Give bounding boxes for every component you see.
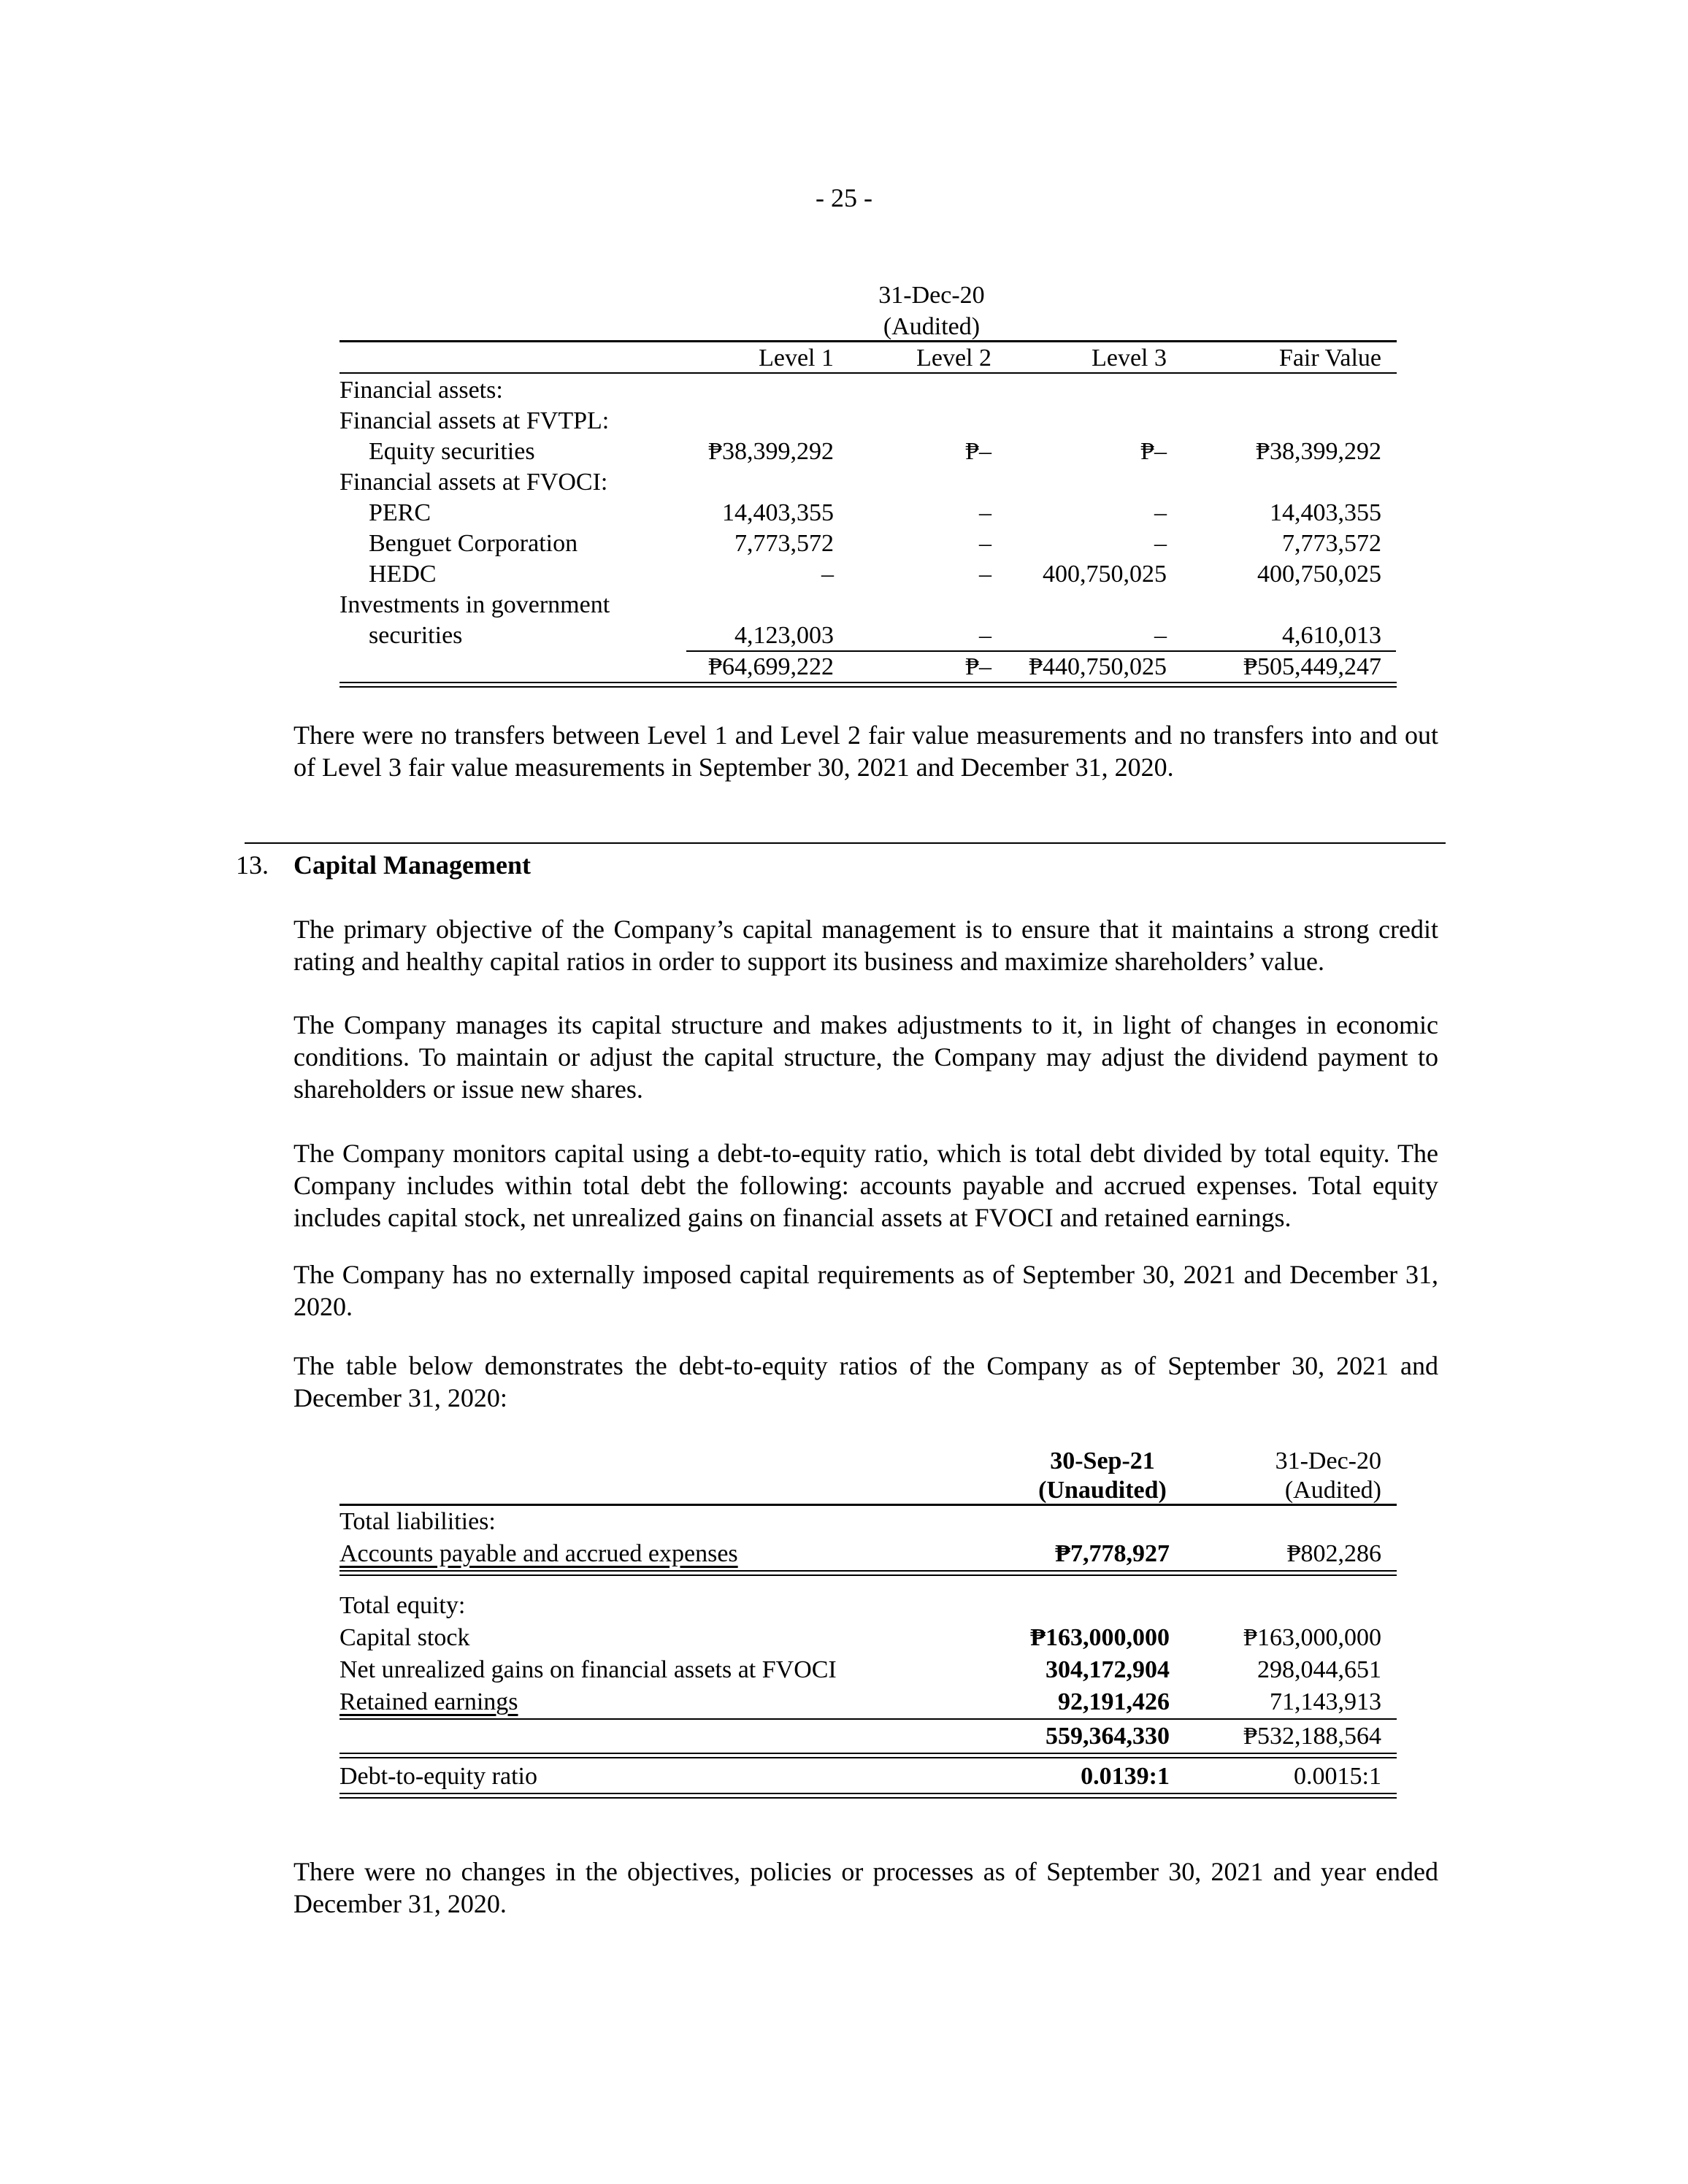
fv-row-value: 14,403,355: [1270, 499, 1381, 526]
fv-row-value: –: [979, 530, 991, 557]
fv-row-value: 7,773,572: [1282, 530, 1381, 557]
fv-row-value: 4,610,013: [1282, 622, 1381, 649]
fv-row-label: Investments in government: [339, 591, 610, 618]
fv-row-value: –: [979, 561, 991, 588]
retained-earnings-label: Retained earnings: [339, 1688, 518, 1715]
fv-row-value: –: [979, 499, 991, 526]
section-number: 13.: [236, 850, 269, 880]
ratio-col1-header: 30-Sep-21: [1050, 1447, 1155, 1474]
ap-label: Accounts payable and accrued expenses: [339, 1540, 738, 1567]
fv-row-label: HEDC: [369, 561, 437, 588]
table-period-note: (Audited): [883, 313, 981, 340]
col-header-fair-value: Fair Value: [1278, 345, 1381, 372]
ratio-col2-note: (Audited): [1284, 1477, 1381, 1504]
paragraph-table-intro: The table below demonstrates the debt-to-equity ratios of the Company as of September 30, 2021 and December 31, 2020:: [294, 1351, 1438, 1412]
ratio-double-rule-1: [339, 1793, 1397, 1794]
retained-earnings-dec20: 71,143,913: [1270, 1688, 1381, 1715]
total-level3: ₱440,750,025: [1029, 653, 1167, 680]
paragraph-monitoring: The Company monitors capital using a debt-to-equity ratio, which is total debt divided by total equity. The Company includes within total debt the following: accounts payable and accrued expenses. Total equity includes capital stock, net unrealized gains on financial assets at FVOCI and retained earnings.: [294, 1139, 1438, 1232]
fv-row-value: 400,750,025: [1257, 561, 1381, 588]
closing-note: There were no changes in the objectives, policies or processes as of September 30, 2021 and year ended December 31, 2020.: [294, 1857, 1438, 1918]
total-double-rule-1: [339, 682, 1397, 683]
table-period: 31-Dec-20: [878, 282, 985, 309]
fv-row-value: –: [979, 622, 991, 649]
fv-row-value: ₱38,399,292: [708, 438, 834, 465]
col-header-level1: Level 1: [759, 345, 834, 372]
fv-row-value: ₱–: [965, 438, 991, 465]
retained-earnings-sep21: 92,191,426: [1058, 1688, 1170, 1715]
capital-stock-label: Capital stock: [339, 1624, 470, 1651]
capital-stock-sep21: ₱163,000,000: [1030, 1624, 1170, 1651]
equity-subtotal-rule: [339, 1718, 1397, 1720]
total-fair-value: ₱505,449,247: [1243, 653, 1381, 680]
ratio-col1-note: (Unaudited): [1038, 1477, 1167, 1504]
fv-row-value: –: [1154, 622, 1167, 649]
paragraph-requirements: The Company has no externally imposed capital requirements as of September 30, 2021 and December 31, 2020.: [294, 1260, 1438, 1321]
header-bottom-rule: [339, 372, 1397, 374]
fv-row-value: –: [1154, 530, 1167, 557]
fv-row-value: 14,403,355: [722, 499, 834, 526]
ap-value-sep21: ₱7,778,927: [1055, 1540, 1170, 1567]
fv-row-value: –: [1154, 499, 1167, 526]
total-equity-label: Total equity:: [339, 1592, 466, 1619]
equity-double-rule-1: [339, 1753, 1397, 1754]
page-number: - 25 -: [816, 183, 872, 212]
ap-double-rule-2: [339, 1574, 1397, 1576]
ratio-value-sep21: 0.0139:1: [1081, 1763, 1170, 1790]
total-double-rule-2: [339, 686, 1397, 688]
fv-row-label: Benguet Corporation: [369, 530, 578, 557]
equity-double-rule-2: [339, 1757, 1397, 1758]
ratio-label: Debt-to-equity ratio: [339, 1763, 537, 1790]
ratio-header-rule: [339, 1504, 1397, 1506]
ratio-double-rule-2: [339, 1797, 1397, 1799]
fv-row-value: 7,773,572: [734, 530, 834, 557]
fv-row-value: ₱–: [1140, 438, 1167, 465]
fv-row-value: 4,123,003: [734, 622, 834, 649]
unrealized-gains-label: Net unrealized gains on financial assets at FVOCI: [339, 1656, 837, 1683]
fv-row-value: 400,750,025: [1043, 561, 1167, 588]
col-header-level3: Level 3: [1092, 345, 1167, 372]
ap-value-dec20: ₱802,286: [1286, 1540, 1381, 1567]
section-title: Capital Management: [294, 850, 531, 880]
fv-row-label: securities: [369, 622, 463, 649]
ap-double-rule-1: [339, 1570, 1397, 1572]
total-liabilities-label: Total liabilities:: [339, 1508, 496, 1535]
paragraph-structure: The Company manages its capital structure and makes adjustments to it, in light of changes in economic conditions. To maintain or adjust the capital structure, the Company may adjust the dividend payment to shareholders or issue new shares.: [294, 1010, 1438, 1104]
equity-total-dec20: ₱532,188,564: [1243, 1723, 1381, 1750]
total-level1: ₱64,699,222: [708, 653, 834, 680]
fv-row-label: Financial assets at FVOCI:: [339, 469, 608, 496]
paragraph-objective: The primary objective of the Company’s capital management is to ensure that it maintains a strong credit rating and healthy capital ratios in order to support its business and maximize shareholders’ value.: [294, 915, 1438, 976]
capital-stock-dec20: ₱163,000,000: [1243, 1624, 1381, 1651]
total-level2: ₱–: [965, 653, 991, 680]
section-divider: [245, 842, 1446, 844]
equity-total-sep21: 559,364,330: [1046, 1723, 1170, 1750]
ratio-value-dec20: 0.0015:1: [1294, 1763, 1381, 1790]
fv-row-label: Equity securities: [369, 438, 535, 465]
fv-row-label: Financial assets:: [339, 377, 503, 404]
ratio-col2-header: 31-Dec-20: [1275, 1447, 1381, 1474]
fv-row-value: –: [821, 561, 834, 588]
unrealized-gains-sep21: 304,172,904: [1046, 1656, 1170, 1683]
fv-row-label: PERC: [369, 499, 431, 526]
fv-row-value: ₱38,399,292: [1256, 438, 1381, 465]
unrealized-gains-dec20: 298,044,651: [1257, 1656, 1381, 1683]
transfers-note: There were no transfers between Level 1 and Level 2 fair value measurements and no transfers into and out of Level 3 fair value measurements in September 30, 2021 and December 31, 2020.: [294, 720, 1438, 782]
col-header-level2: Level 2: [916, 345, 991, 372]
fv-row-label: Financial assets at FVTPL:: [339, 407, 610, 434]
